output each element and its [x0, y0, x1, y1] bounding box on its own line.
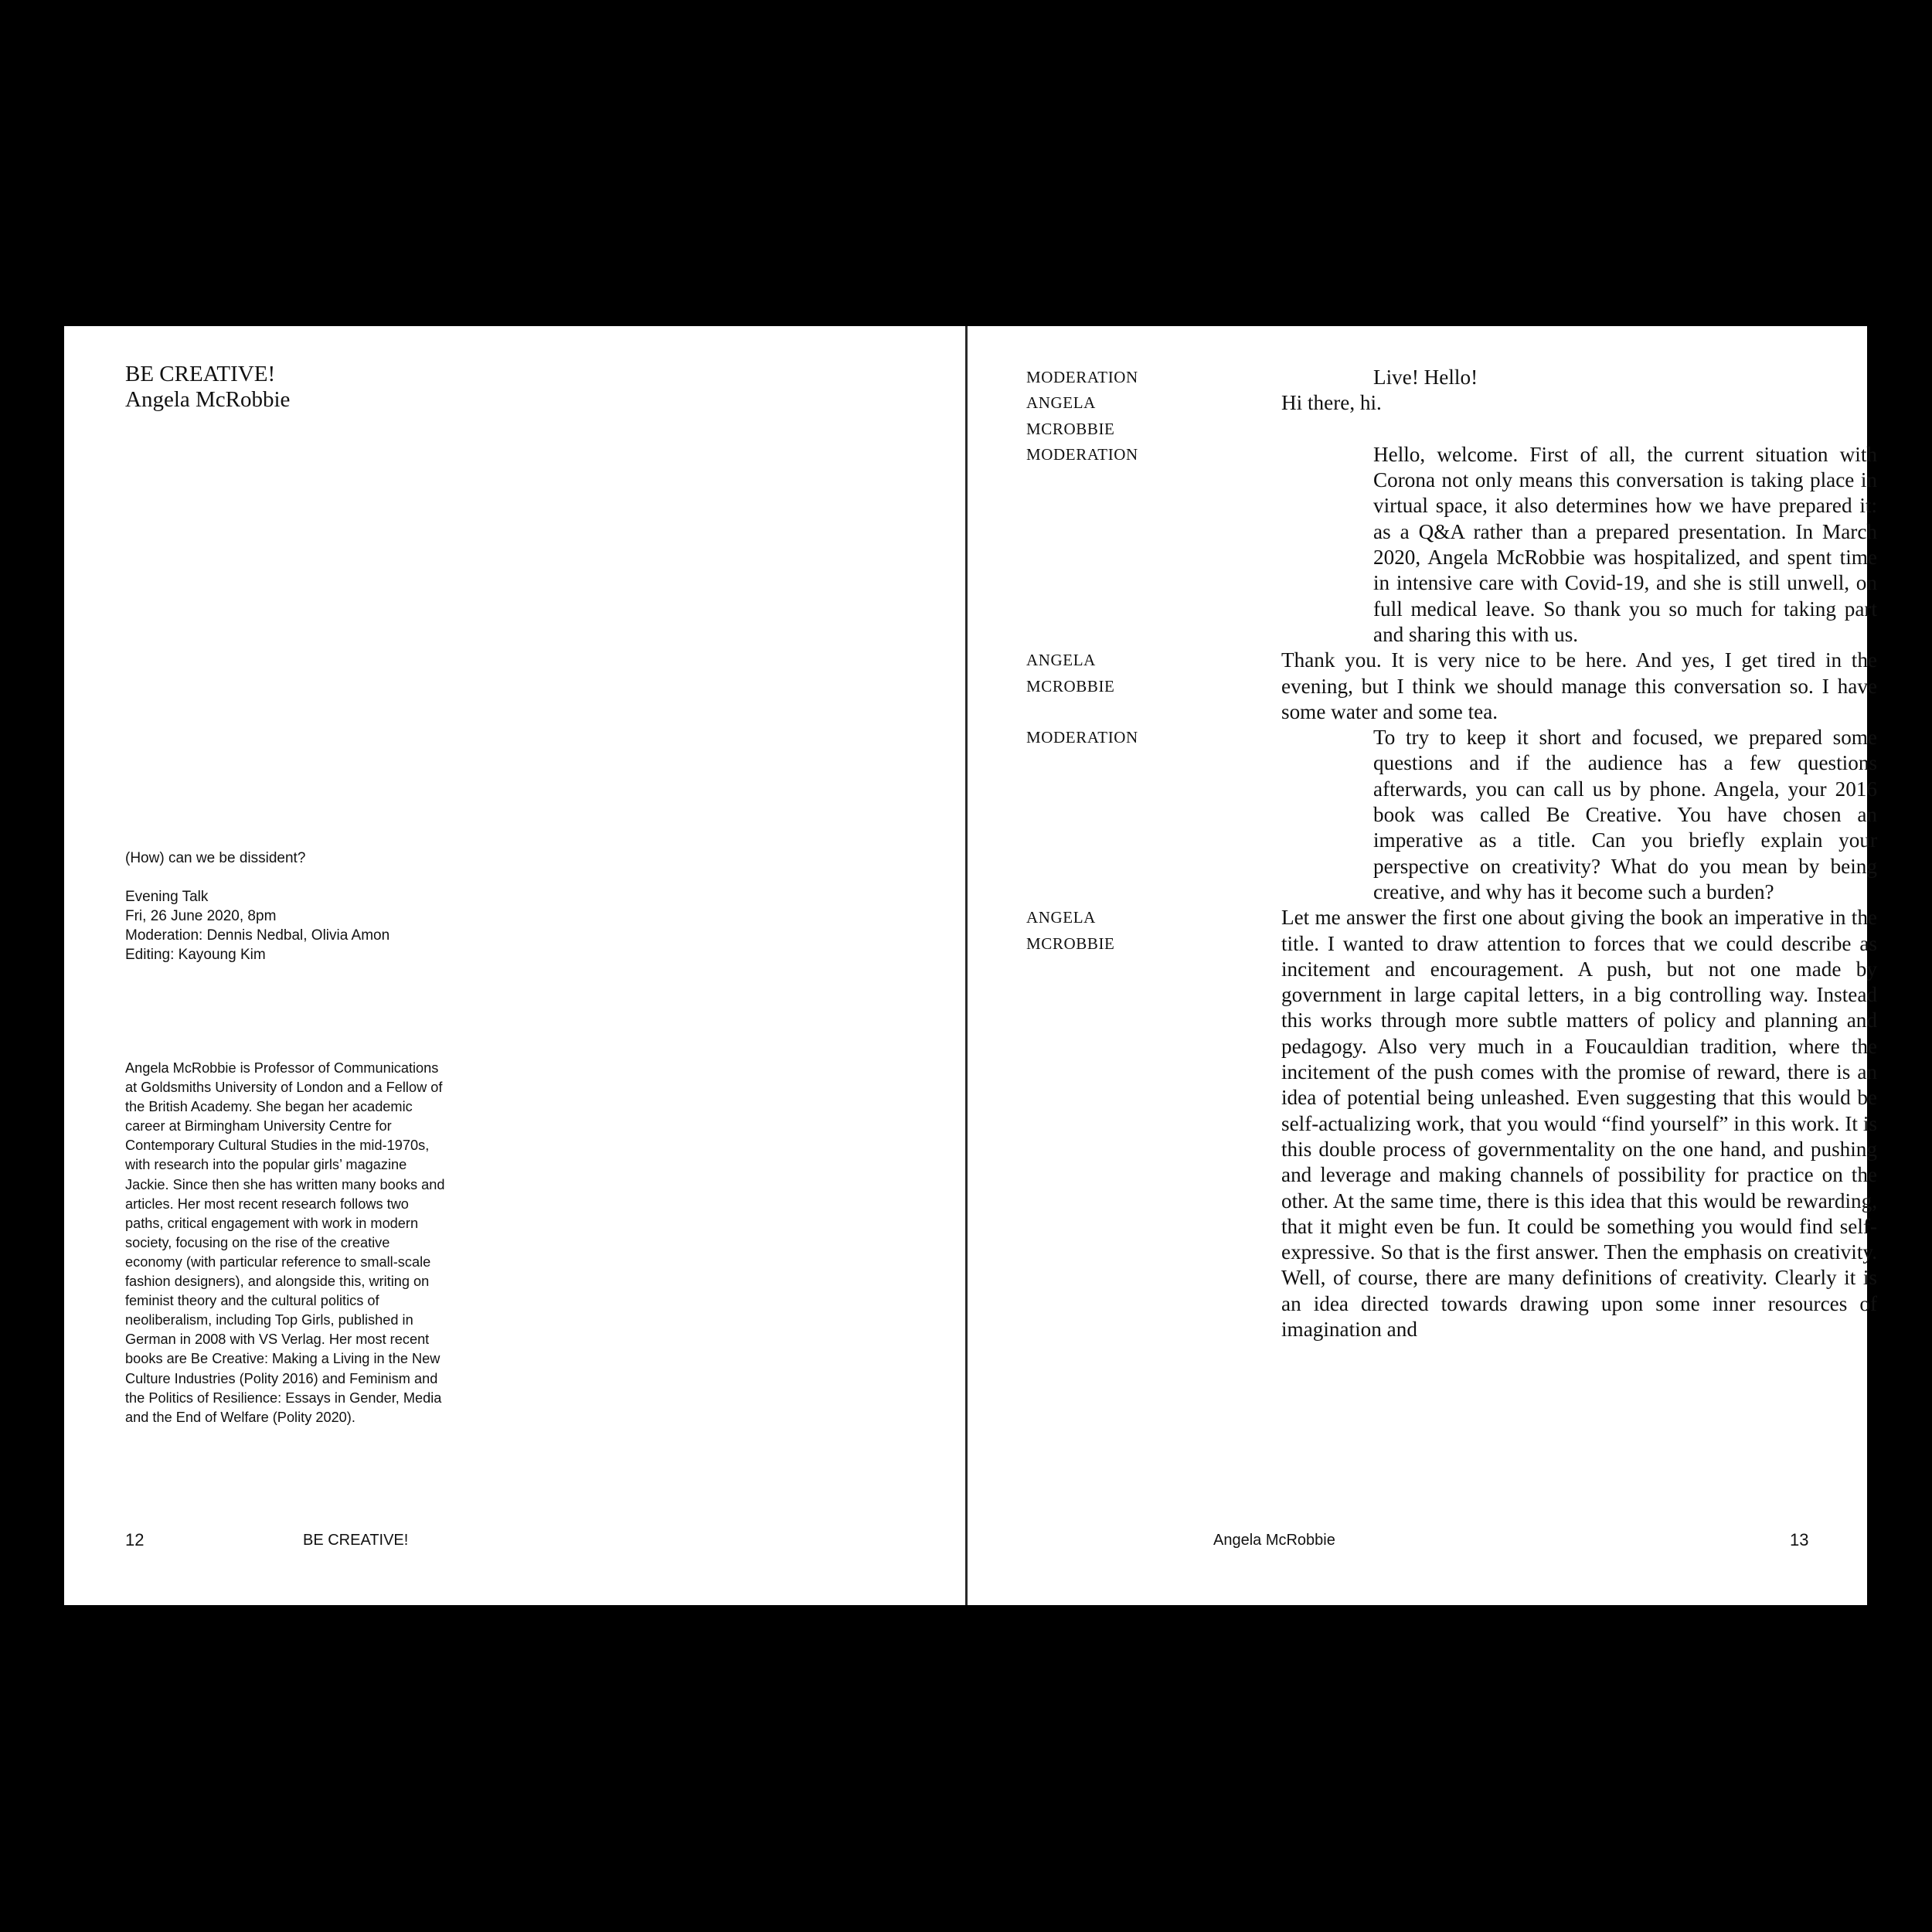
event-question: (How) can we be dissident? — [125, 850, 306, 866]
speaker-label: ANGELA MCROBBIE — [1026, 393, 1115, 438]
book-spread — [64, 326, 1877, 1605]
event-moderation: Moderation: Dennis Nedbal, Olivia Amon — [125, 927, 390, 944]
speech-text: Thank you. It is very nice to be here. And yes, I get tired in the evening, but I think we should manage this conversation so. I have some water and some tea. — [1281, 648, 1877, 723]
speaker-label: MODERATION — [1026, 444, 1138, 464]
left-page — [64, 326, 965, 1605]
event-info — [125, 849, 481, 964]
event-date: Fri, 26 June 2020, 8pm — [125, 908, 277, 924]
speech-text: Hi there, hi. — [1281, 391, 1382, 415]
author-bio: Angela McRobbie is Professor of Communications at Goldsmiths University of London and a Fellow of the British Academy. She began her academic career at Birmingham University Centre for Contemporary Cultural Studies in the mid-1970s, with research into the popular girls’ magazine Jackie. Since then she has written many books and articles. Her most recent research follows two paths, critical engagement with work in modern society, focusing on the rise of the creative economy (with particular reference to small-scale fashion designers), and alongside this, writing on feminist theory and the cultural politics of neoliberalism, including Top Girls, published in German in 2008 with VS Verlag. Her most recent books are Be Creative: Making a Living in the New Culture Industries (Polity 2016) and Feminism and the Politics of Resilience: Essays in Gender, Media and the End of Welfare (Polity 2020). — [125, 1060, 445, 1425]
transcript-turn — [968, 725, 1877, 905]
book-title — [125, 362, 290, 413]
running-title-left: BE CREATIVE! — [303, 1532, 409, 1549]
speaker-label: MODERATION — [1026, 728, 1138, 747]
running-title-right: Angela McRobbie — [1213, 1532, 1335, 1549]
speech-text: Let me answer the first one about giving the book an imperative in the title. I wanted to draw attention to forces that we could describe as incitement and encouragement. A push, but not one made by government in large capital letters, in a big controlling way. Instead this works through more subtle matters of policy and planning and pedagogy. Also very much in a Foucauldian tradition, where the incitement of the push comes with the promise of reward, there is an idea of potential being unleashed. Even suggesting that this would be self-actualizing work, that you would “find yourself” in this work. It is this double process of governmentality on the one hand, and pushing and leverage and making channels of possibility for practice on the other. At the same time, there is this idea that this would be rewarding, that it might even be fun. It could be something you would find self-expressive. So that is the first answer. Then the emphasis on creativity. Well, of course, there are many definitions of creativity. Clearly it is an idea directed towards drawing upon some inner resources of imagination and — [1281, 906, 1877, 1341]
speaker-label: ANGELA MCROBBIE — [1026, 908, 1115, 953]
event-type: Evening Talk — [125, 889, 209, 905]
transcript-turn — [968, 442, 1877, 648]
page-number-right: 13 — [1790, 1530, 1809, 1549]
title-line: BE CREATIVE! — [125, 362, 276, 386]
page-number-left: 12 — [125, 1530, 145, 1549]
transcript-turn — [968, 390, 1867, 438]
event-editing: Editing: Kayoung Kim — [125, 947, 266, 963]
transcript-turn — [968, 365, 1867, 390]
transcript — [968, 365, 1877, 1342]
speaker-label: ANGELA MCROBBIE — [1026, 651, 1115, 696]
speech-text: To try to keep it short and focused, we prepared some questions and if the audience has a few questions afterwards, you can call us by phone. Angela, your 2016 book was called Be Creative. You have chosen an imperative as a title. Can you briefly explain your perspective on creativity? What do you mean by being creative, and why has it become such a burden? — [1373, 726, 1877, 903]
speaker-label: MODERATION — [1026, 368, 1138, 386]
speech-text: Live! Hello! — [1373, 366, 1478, 389]
author-line: Angela McRobbie — [125, 387, 291, 412]
transcript-turn — [968, 905, 1877, 1342]
speech-text: Hello, welcome. First of all, the current situation with Corona not only means this conversation is taking place in virtual space, it also determines how we have prepared it: as a Q&A rather than a prepared presentation. In March 2020, Angela McRobbie was hospitalized, and spent time in intensive care with Covid-19, and she is still unwell, on full medical leave. So thank you so much for taking part and sharing this with us. — [1373, 442, 1877, 646]
transcript-turn — [968, 648, 1877, 725]
right-page — [968, 326, 1877, 1605]
